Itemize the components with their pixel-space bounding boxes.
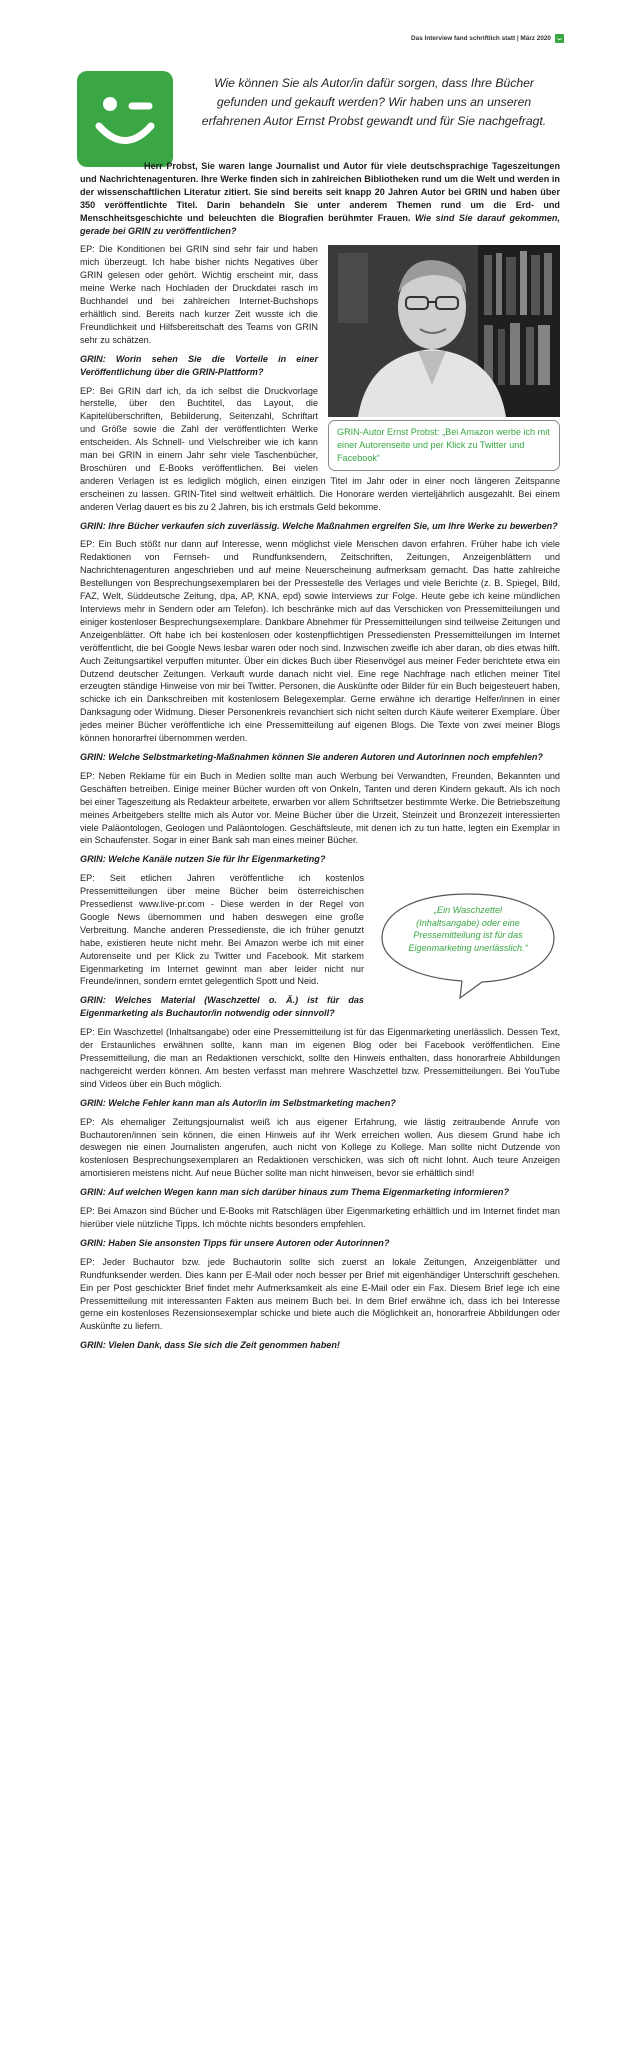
author-portrait-image (328, 245, 560, 417)
intro-text: Wie können Sie als Autor/in dafür sorgen, dass Ihre Bücher gefunden und gekauft werden? Wir haben uns an unseren erfahrenen Autor Ernst Probst gewandt und für Sie nachgefragt. (201, 76, 547, 128)
question-5: GRIN: Welche Kanäle nutzen Sie für Ihr Eigenmarketing? (80, 854, 326, 865)
question-8: GRIN: Auf welchen Wegen kann man sich darüber hinaus zum Thema Eigenmarketing informieren? (80, 1187, 509, 1198)
winking-smiley-icon (77, 71, 173, 167)
question-7: GRIN: Welche Fehler kann man als Autor/in im Selbstmarketing machen? (80, 1097, 396, 1108)
bubble-quote-text: „Ein Waschzettel (Inhaltsangabe) oder eine Pressemitteilung ist für das Eigenmarketing unerlässlich.“ (408, 905, 528, 953)
quote-bubble (378, 890, 558, 1002)
author-photo (328, 245, 560, 417)
closing-line: GRIN: Vielen Dank, dass Sie sich die Zeit genommen haben! (80, 1340, 340, 1351)
question-9: GRIN: Haben Sie ansonsten Tipps für unsere Autoren oder Autorinnen? (80, 1237, 390, 1248)
lead-paragraph (80, 160, 560, 237)
lead-question: Wie sind Sie darauf gekommen, gerade bei GRIN zu veröffentlichen? (80, 212, 561, 236)
question-6: GRIN: Welches Material (Waschzettel o. Ä.) ist für das Eigenmarketing als Buchautor/in notwendig oder sinnvoll? (80, 995, 364, 1019)
question-3: GRIN: Ihre Bücher verkaufen sich zuverlässig. Welche Maßnahmen ergreifen Sie, um Ihre Werke zu bewerben? (80, 520, 558, 531)
lead-text: Herr Probst, Sie waren lange Journalist und Autor für viele deutschsprachige Tageszeitungen und Nachrichtenagenturen. Ihre Werke finden sich in zahlreichen Bibliotheken rund um die Welt und werden in der wissenschaftlichen Literatur zitiert. Sie sind bereits seit knapp 20 Jahren Autor bei GRIN und haben über 350 veröffentlichte Titel. Darin behandeln Sie unter anderem Themen rund um die Erd- und Menschheitsgeschichte und beleuchten die Biografien berühmter Frauen. (80, 161, 560, 223)
answer-6: EP: Ein Waschzettel (Inhaltsangabe) oder eine Pressemitteilung ist für das Eigenmarketing unerlässlich. Dessen Text, der Erstaunliches erwähnen sollte, kann man im eigenen Blog oder bei Facebook veröffentlichen. Eine Pressemitteilung, die man an Redaktionen verschickt, sollte den Hinweis enthalten, dass honorarfreie Abbildungen nachgereicht werden können. Am besten verfasst man mehrere Waschzettel bzw. Pressemitteilungen. Bei YouTube sind Videos über ein Buch möglich. (80, 1027, 560, 1089)
page-header (411, 34, 564, 43)
grin-logo (77, 71, 173, 167)
answer-2: EP: Bei GRIN darf ich, da ich selbst die Druckvorlage herstelle, über den Buchtitel, das Layout, die Kapitelüberschriften, Bebilderung, Seitenzahl, Schriftart und Größe sowie die Zahl der veröffentlichten Werke entscheiden. Als Schnell- und Vielschreiber wie ich kann man bei GRIN in einem Jahr sehr viele Taschenbücher, Broschüren und E-Books veröffentlichen. Bei vielen anderen Verlagen ist es lediglich möglich, einen einzigen Titel im Jahr oder in einer noch längeren Zeitspanne erscheinen zu lassen. GRIN-Titel sind weltweit erhältlich. Die Honorare werden vierteljährlich ausgezahlt. Bei einem anderen Verlag dauert es bis zu 2 Jahren, bis ich erstmals Geld bekomme. (80, 385, 560, 512)
photo-caption: GRIN-Autor Ernst Probst: „Bei Amazon werbe ich mit einer Autorenseite und per Klick zu Twitter und Facebook“ (328, 420, 560, 470)
answer-3: EP: Ein Buch stößt nur dann auf Interesse, wenn möglichst viele Menschen davon erfahren. Früher habe ich viele Redaktionen von Fernseh- und Rundfunksendern, Zeitschriften, Zeitungen, Anzeigenblättern und Nachrichtenagenturen angeschrieben und auf meine Neuerscheinung aufmerksam gemacht. Das hatte zahlreiche Bestellungen von Besprechungsexemplaren bei der Pressestelle des Verlages und viele Berichte (z. B. Spiegel, Bild, FAZ, Welt, Süddeutsche Zeitung, dpa, AP, KNA, epd) sowie Interviews zur Folge. Heute gebe ich keine mündlichen Interviews mehr in Sendern oder am Telefon). Ich beschränke mich auf das Verschicken von Pressemitteilungen und einiger kostenloser Besprechungsexemplare. Dankbare Abnehmer für Pressemitteilungen sind teilweise Zeitungen und Anzeigenblätter. Oft habe ich bei kostenlosen oder kostenpflichtigen Pressediensten Pressemitteilungen im Internet veröffentlicht, die bei Google News lesbar waren oder noch sind. Inzwischen zweifle ich aber daran, ob dies etwas hilft. Auch Zeitungsartikel verpuffen mitunter. Über ein dickes Buch über Riesenvögel aus meiner Feder berichtete etwa ein Dutzend deutscher Zeitungen. Verkauft wurde danach nicht viel. Eine rege Nachfrage nach etlichen meiner Titel erzeugten ständige Hinweise von mir bei Twitter. Personen, die Auskünfte oder Bilder für ein Buch beigesteuert haben, schicke ich ein Dankschreiben mit kostenlosem Belegexemplar. Gerne erwähne ich derartige Helfer/innen in einer Danksagung oder Widmung. Dieser Personenkreis revanchiert sich nicht selten durch Käufe weiterer Exemplare. Über jedes meiner Bücher veröffentliche ich eine Pressemitteilung auf eigenen Blogs. Die Texte von zwei meiner Blogs können honorarfrei übernommen werden. (80, 539, 560, 744)
answer-4: EP: Neben Reklame für ein Buch in Medien sollte man auch Werbung bei Verwandten, Freunden, Bekannten und Geschäften betreiben. Einige meiner Bücher wurden oft von Onkeln, Tanten und deren Kindern gekauft. Als ich noch bei einer Tageszeitung als Redakteur arbeitete, erwarben vor allem Schriftsetzer bestimmte Werke. Die Betriebszeitung meines Arbeitgebers stellte mich als Autor vor. Meine Bücher über die Urzeit, Steinzeit und Bronzezeit interessierten viele Paläontologen, Geologen und Paläontologen. Geschäftsleute, mit denen ich zu tun hatte, legten ein Exemplar in ein Schaufenster. Sogar in einer Bank sah man eines meiner Bücher. (80, 770, 560, 846)
question-4: GRIN: Welche Selbstmarketing-Maßnahmen können Sie anderen Autoren und Autorinnen noch empfehlen? (80, 751, 543, 762)
answer-8: EP: Bei Amazon sind Bücher und E-Books mit Ratschlägen über Eigenmarketing erhältlich und im Internet findet man hierüber viele nützliche Tipps. Ich möchte nichts besonders empfehlen. (80, 1206, 560, 1229)
header-text: Das Interview fand schriftlich statt | März 2020 (411, 35, 551, 42)
answer-9: EP: Jeder Buchautor bzw. jede Buchautorin sollte sich zuerst an lokale Zeitungen, Anzeigenblätter und Rundfunksender werden. Dies kann per E-Mail oder noch besser per Brief mit eigenhändiger Unterschrift geschehen. Ein per Post geschickter Brief findet mehr Aufmerksamkeit als eine E-Mail oder ein Fax. Diesem Brief lege ich eine Pressemitteilung mit interessanten Fakten aus meinem Buch bei. In dem Brief erwähne ich, dass ich bei Interesse gerne ein kostenloses Rezensionsexemplar schicke und biete auch die Möglichkeit an, honorarfreie Abbildungen oder Auskünfte zu liefern. (80, 1256, 560, 1332)
author-photo-block (328, 245, 560, 470)
answer-7: EP: Als ehemaliger Zeitungsjournalist weiß ich aus eigener Erfahrung, wie lästig zeitraubende Anrufe von Buchautoren/innen sein können, die einen Hinweis auf ihr Werk erreichen wollen. Aus diesem Grund habe ich deswegen nie einen Journalisten angerufen, auch nicht von Kollege zu Kollege. Man sollte nicht Dutzende von kostenlosen Besprechungsexemplaren an Redaktionen verschicken, was sich oft nicht lohnt. Auch teure Anzeigen amortisieren meistens nicht. Auf neue Bücher sollte man nicht hinweisen, bevor sie erhältlich sind! (80, 1116, 560, 1179)
question-2: GRIN: Worin sehen Sie die Vorteile in einer Veröffentlichung über die GRIN-Plattform? (80, 353, 318, 377)
answer-1: EP: Die Konditionen bei GRIN sind sehr fair und haben mich überzeugt. Ich habe bisher nichts Negatives über GRIN gelesen oder gehört. Wichtig erscheint mir, dass meine Werke nach Hochladen der Druckdatei rasch im Buchhandel und bei zahlreichen Internet-Buchshops erhältlich sind. Bereits nach kurzer Zeit wusste ich die Freundlichkeit und Hilfsbereitschaft des Teams von GRIN sehr zu schätzen. (80, 244, 318, 345)
answer-5: EP: Seit etlichen Jahren veröffentliche ich kostenlos Pressemitteilungen über meine Bücher beim österreichischen Pressedienst www.live-pr.com - Diese werden in der Regel von Google News übernommen und haben deswegen eine große Verbreitung. Manche anderen Pressedienste, die ich früher genutzt habe, existieren heute nicht mehr. Bei Amazon werbe ich mit einer Autorenseite und per Klick zu Twitter und Facebook. Mit starkem Eigenmarketing im Internet gewinnt man aber leider nicht nur Freunde/innen, sondern erntet gelegentlich Spott und Neid. (80, 873, 364, 987)
interview-body (80, 160, 560, 1358)
grin-badge-icon (555, 34, 564, 43)
